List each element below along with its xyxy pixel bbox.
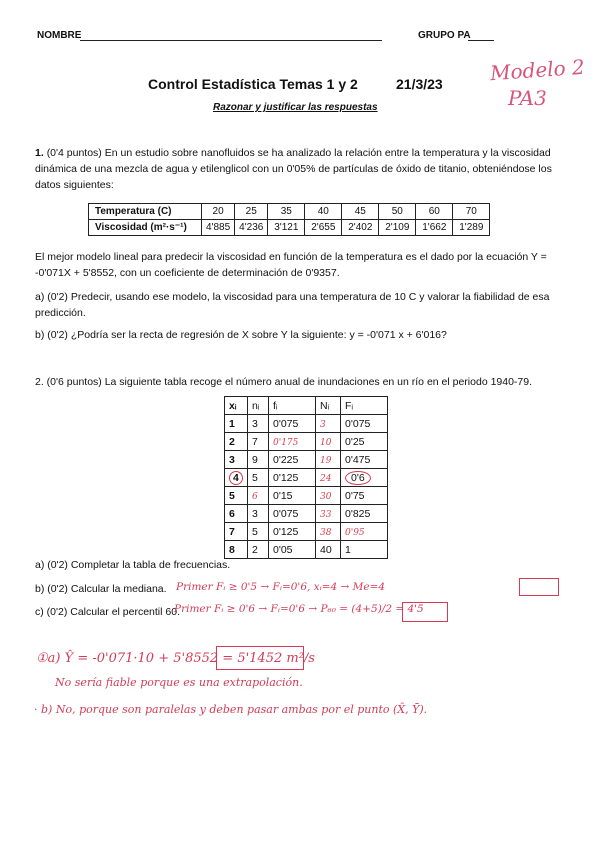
xi-cell: 7: [225, 523, 248, 541]
Ni-cell-handwritten: 38: [320, 527, 332, 538]
temp-cell: 70: [453, 204, 490, 220]
handwritten-model-label: Modelo 2: [489, 54, 586, 86]
answer-1a-note-handwritten: No sería fiable porque es una extrapolación.: [55, 676, 303, 689]
frequency-table: [224, 396, 388, 559]
Ni-cell-handwritten: 10: [320, 437, 332, 448]
temp-cell: 40: [305, 204, 342, 220]
xi-cell: 5: [225, 487, 248, 505]
table-row: [225, 523, 388, 541]
answer-1a-result-box: [216, 646, 304, 670]
header-Fi: Fᵢ: [341, 397, 388, 415]
fi-cell: 0'125: [269, 469, 316, 487]
Ni-cell-handwritten: 19: [320, 455, 332, 466]
header-Ni: Nᵢ: [316, 397, 341, 415]
ni-cell: 9: [248, 451, 269, 469]
q1-intro-text: (0'4 puntos) En un estudio sobre nanofluidos se ha analizado la relación entre la temperatura y la viscosidad dinámica de una mezcla de agua y etilenglicol con un 0'05% de partículas de óxido de titanio, obteniéndose los datos siguientes:: [35, 147, 552, 191]
q1-intro: [35, 145, 555, 193]
q1-number: 1.: [35, 147, 44, 159]
xi-cell: 6: [225, 505, 248, 523]
handwritten-group-label: PA3: [508, 86, 547, 110]
temp-cell: 20: [202, 204, 235, 220]
Ni-cell-handwritten: 3: [320, 419, 326, 430]
fi-cell-handwritten: 0'175: [273, 437, 299, 448]
median-answer-box: [519, 578, 559, 596]
answer-1b-handwritten: · b) No, porque son paralelas y deben pasar ambas por el punto (X̄, Ȳ).: [34, 703, 428, 716]
table-row: [225, 451, 388, 469]
visc-cell: 4'236: [235, 220, 268, 236]
Fi-cell-handwritten: 0'95: [345, 527, 365, 538]
q1-part-a: a) (0'2) Predecir, usando ese modelo, la viscosidad para una temperatura de 10 C y valorar la fiabilidad de esa predicción.: [35, 291, 550, 319]
q2-b-handwritten-answer: Primer Fᵢ ≥ 0'5 → Fᵢ=0'6, xᵢ=4 → Me=4: [176, 581, 386, 593]
Fi-cell: 0'25: [341, 433, 388, 451]
visc-cell: 4'885: [202, 220, 235, 236]
header-xi: xᵢ: [225, 397, 248, 415]
answer-1a-handwritten: ①a) Ŷ = -0'071·10 + 5'8552 = 5'1452 m²/s: [36, 651, 315, 666]
xi-cell: 1: [225, 415, 248, 433]
fi-cell: 0'15: [269, 487, 316, 505]
q2-part-c: c) (0'2) Calcular el percentil 60.: [35, 606, 180, 618]
fi-cell: 0'075: [269, 415, 316, 433]
table-row: [225, 415, 388, 433]
xi-cell-circled: 4: [229, 471, 243, 485]
header-ni: nᵢ: [248, 397, 269, 415]
table-row: [225, 487, 388, 505]
frequency-header-row: [225, 397, 388, 415]
q2-c-handwritten-answer: Primer Fᵢ ≥ 0'6 → Fᵢ=0'6 → P₆₀ = (4+5)/2 = 4'5: [174, 603, 424, 615]
fi-cell: 0'225: [269, 451, 316, 469]
table-row: [225, 433, 388, 451]
fi-cell: 0'05: [269, 541, 316, 559]
grupo-line: [468, 40, 494, 41]
Fi-cell: 0'75: [341, 487, 388, 505]
xi-cell: 3: [225, 451, 248, 469]
visc-cell: 1'289: [453, 220, 490, 236]
viscosity-row: [89, 220, 490, 236]
ni-cell-handwritten: 6: [252, 491, 258, 502]
ni-cell: 3: [248, 415, 269, 433]
visc-cell: 1'662: [416, 220, 453, 236]
xi-cell: 8: [225, 541, 248, 559]
q1-part-b: b) (0'2) ¿Podría ser la recta de regresión de X sobre Y la siguiente: y = -0'071 x + 6'016?: [35, 329, 447, 341]
Fi-cell-circled: 0'6: [345, 471, 371, 485]
temperature-viscosity-table: [88, 203, 490, 236]
temp-cell: 60: [416, 204, 453, 220]
Ni-cell-handwritten: 30: [320, 491, 332, 502]
ni-cell: 3: [248, 505, 269, 523]
temperature-row: [89, 204, 490, 220]
visc-cell: 3'121: [268, 220, 305, 236]
temp-cell: 25: [235, 204, 268, 220]
ni-cell: 5: [248, 523, 269, 541]
ni-cell: 2: [248, 541, 269, 559]
viscosity-header: Viscosidad (m²·s⁻¹): [89, 220, 202, 236]
ni-cell: 7: [248, 433, 269, 451]
q1-model-text: El mejor modelo lineal para predecir la viscosidad en función de la temperatura es el dado por la ecuación Y = -0'071X + 5'8552, con un coeficiente de determinación de 0'9357.: [35, 251, 547, 279]
ni-cell: 5: [248, 469, 269, 487]
nombre-line: [80, 40, 382, 41]
subtitle: Razonar y justificar las respuestas: [213, 102, 378, 113]
fi-cell: 0'125: [269, 523, 316, 541]
q2-part-a: a) (0'2) Completar la tabla de frecuencias.: [35, 559, 231, 571]
fi-cell: 0'075: [269, 505, 316, 523]
Fi-cell: 0'475: [341, 451, 388, 469]
temp-cell: 50: [379, 204, 416, 220]
nombre-label: NOMBRE: [37, 30, 82, 41]
page-title: Control Estadística Temas 1 y 2: [148, 76, 358, 92]
header-fi: fᵢ: [269, 397, 316, 415]
page-date: 21/3/23: [396, 76, 443, 92]
visc-cell: 2'655: [305, 220, 342, 236]
Fi-cell: 1: [341, 541, 388, 559]
q2-part-b: b) (0'2) Calcular la mediana.: [35, 583, 167, 595]
q2-intro: 2. (0'6 puntos) La siguiente tabla recoge el número anual de inundaciones en un río en el periodo 1940-79.: [35, 376, 533, 388]
xi-cell: 2: [225, 433, 248, 451]
grupo-label: GRUPO PA: [418, 30, 471, 41]
percentile-answer-box: [402, 602, 448, 622]
temp-cell: 35: [268, 204, 305, 220]
Fi-cell: 0'825: [341, 505, 388, 523]
visc-cell: 2'109: [379, 220, 416, 236]
temperature-header: Temperatura (C): [89, 204, 202, 220]
Ni-cell-handwritten: 24: [320, 473, 332, 484]
table-row: [225, 541, 388, 559]
Fi-cell: 0'075: [341, 415, 388, 433]
visc-cell: 2'402: [342, 220, 379, 236]
Ni-cell: 40: [316, 541, 341, 559]
table-row: [225, 505, 388, 523]
Ni-cell-handwritten: 33: [320, 509, 332, 520]
table-row: [225, 469, 388, 487]
temp-cell: 45: [342, 204, 379, 220]
